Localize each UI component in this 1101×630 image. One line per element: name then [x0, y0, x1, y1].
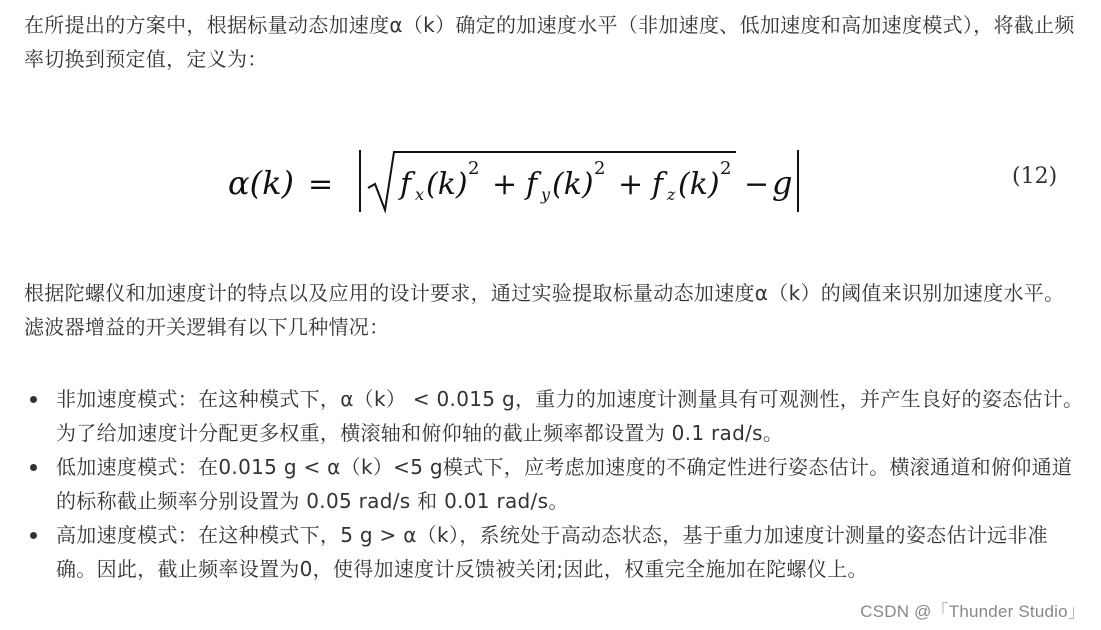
- list-item-high-accel: [24, 518, 1084, 586]
- eq-g: g: [772, 164, 793, 202]
- eq-plus-1: +: [492, 167, 518, 202]
- equation-formula: [224, 136, 844, 224]
- eq-fz: f: [652, 167, 664, 202]
- eq-fy-exp: 2: [594, 158, 606, 179]
- eq-equals: =: [308, 167, 334, 202]
- eq-minus: −: [744, 167, 770, 202]
- eq-fx-sub: x: [415, 185, 425, 204]
- eq-fy-arg: (k): [552, 167, 594, 202]
- eq-fx-arg: (k): [426, 167, 468, 202]
- analysis-paragraph: 根据陀螺仪和加速度计的特点以及应用的设计要求，通过实验提取标量动态加速度α（k）的阈值来识别加速度水平。滤波器增益的开关逻辑有以下几种情况：: [24, 281, 1065, 339]
- eq-fx-exp: 2: [468, 158, 480, 179]
- mode-list: [24, 382, 1084, 586]
- list-item-low-accel: [24, 450, 1084, 518]
- eq-fy: f: [526, 167, 538, 202]
- csdn-watermark: CSDN @「Thunder Studio」: [860, 602, 1085, 621]
- eq-fy-sub: y: [541, 185, 551, 204]
- bullet-dot-icon: [30, 532, 37, 539]
- eq-fz-arg: (k): [678, 167, 720, 202]
- eq-fz-exp: 2: [720, 158, 732, 179]
- eq-lhs: α(k): [228, 164, 294, 202]
- bullet-dot-icon: [30, 464, 37, 471]
- equation-number: (12): [1012, 164, 1058, 189]
- eq-fx: f: [400, 167, 412, 202]
- list-item-text: 非加速度模式：在这种模式下，α（k） < 0.015 g，重力的加速度计测量具有可观测性，并产生良好的姿态估计。为了给加速度计分配更多权重，横滚轴和俯仰轴的截止频率都设置为 0.1 rad/s。: [56, 387, 1084, 445]
- equation-block: [24, 136, 1084, 224]
- list-item-text: 高加速度模式：在这种模式下，5 g > α（k），系统处于高动态状态，基于重力加速度计测量的姿态估计远非准确。因此，截止频率设置为0，使得加速度计反馈被关闭;因此，权重完全施加在陀螺仪上。: [56, 523, 1048, 581]
- list-item-text: 低加速度模式：在0.015 g < α（k）<5 g模式下，应考虑加速度的不确定性进行姿态估计。横滚通道和俯仰通道的标称截止频率分别设置为 0.05 rad/s 和 0.01 rad/s。: [56, 455, 1073, 513]
- list-item-no-accel: [24, 382, 1084, 450]
- eq-plus-2: +: [618, 167, 644, 202]
- article-body: [24, 8, 1084, 586]
- intro-paragraph: 在所提出的方案中，根据标量动态加速度α（k）确定的加速度水平（非加速度、低加速度和高加速度模式），将截止频率切换到预定值，定义为：: [24, 13, 1075, 71]
- eq-fz-sub: z: [667, 185, 676, 204]
- bullet-dot-icon: [30, 396, 37, 403]
